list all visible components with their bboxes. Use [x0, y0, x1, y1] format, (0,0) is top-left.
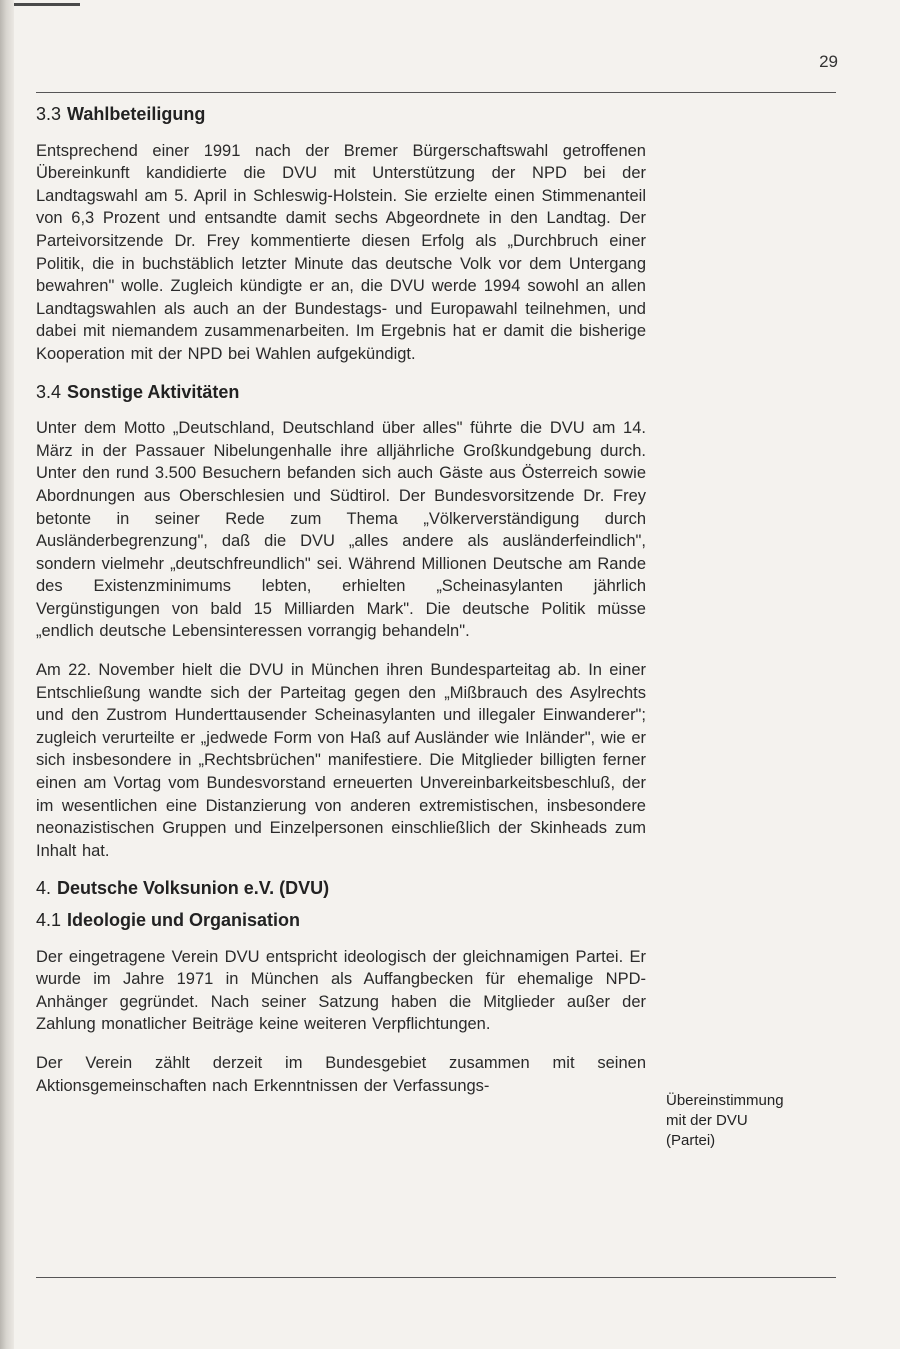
- section-heading-4: [36, 878, 646, 900]
- section-number: 4.1: [36, 910, 62, 930]
- section-number: 4.: [36, 878, 52, 899]
- section-title: Sonstige Aktivitäten: [67, 381, 240, 402]
- corner-mark: [14, 3, 80, 6]
- paragraph: Am 22. November hielt die DVU in München ihren Bundesparteitag ab. In einer Entschließung wandte sich der Parteitag gegen den „Mißbrauch des Asylrechts und den Zustrom Hunderttausender Scheinasylanten und illegaler Einwanderer"; zugleich verurteilte er „jedwede Form von Haß auf Ausländer wie Inländer", wie er sich insbesondere in „Rechtsbrüchen" manifestiere. Die Mitglieder billigten ferner einen am Vortag vom Bundesvorstand erneuerten Unvereinbarkeitsbeschluß, der im wesentlichen eine Distanzierung von anderen extremistischen, insbesondere neonazistischen Gruppen und Einzelpersonen einschließlich der Skinheads zum Inhalt hat.: [36, 661, 646, 860]
- paragraph: Unter dem Motto „Deutschland, Deutschland über alles" führte die DVU am 14. März in der Passauer Nibelungenhalle ihre alljährliche Großkundgebung durch. Unter den rund 3.500 Besuchern befanden sich auch Gäste aus Österreich sowie Abordnungen aus Oberschlesien und Südtirol. Der Bundesvorsitzende Dr. Frey betonte in seiner Rede zum Thema „Völkerverständigung durch Ausländerbegrenzung", daß die DVU „alles andere als ausländerfeindlich", sondern vielmehr „deutschfreundlich" sei. Während Millionen Deutsche am Rande des Existenzminimums lebten, erhielten „Scheinasylanten jährlich Vergünstigungen von bald 15 Milliarden Mark". Die deutsche Politik müsse „endlich deutsche Lebensinteressen vorrangig behandeln".: [36, 419, 646, 641]
- paragraph: Entsprechend einer 1991 nach der Bremer Bürgerschaftswahl getroffenen Übereinkunft kandidierte die DVU mit Unterstützung der NPD bei der Landtagswahl am 5. April in Schleswig-Holstein. Sie erzielte einen Stimmenanteil von 6,3 Prozent und entsandte damit sechs Abgeordnete in den Landtag. Der Parteivorsitzende Dr. Frey kommentierte diesen Erfolg als „Durchbruch einer Politik, die in buchstäblich letzter Minute das deutsche Volk vor dem Untergang bewahren" wolle. Zugleich kündigte er an, die DVU werde 1994 sowohl an allen Landtagswahlen als auch an der Bundestags- und Europawahl teilnehmen, und dabei mit niemandem zusammenarbeiten. Im Ergebnis hat er damit die bisherige Kooperation mit der NPD bei Wahlen aufgekündigt.: [36, 141, 646, 363]
- margin-note: [666, 1091, 836, 1151]
- book-spine-shadow: [0, 0, 14, 1349]
- section-heading-3-4: [36, 382, 646, 404]
- page-body: [36, 104, 646, 1113]
- section-heading-3-3: [36, 104, 646, 126]
- header-rule: [36, 92, 836, 93]
- section-number: 3.3: [36, 104, 62, 124]
- page-number: 29: [819, 52, 838, 71]
- section-number: 3.4: [36, 381, 62, 402]
- margin-note-line: Übereinstimmung: [666, 1092, 784, 1109]
- paragraph: Der eingetragene Verein DVU entspricht ideologisch der gleichnamigen Partei. Er wurde im Jahre 1971 in München als Auffangbecken für ehemalige NPD-Anhänger gegründet. Nach seiner Satzung haben die Mitglieder außer der Zahlung monatlicher Beiträge keine weiteren Verpflichtungen.: [36, 947, 646, 1034]
- footer-rule: [36, 1277, 836, 1278]
- section-title: Ideologie und Organisation: [67, 910, 301, 930]
- margin-note-line: (Partei): [666, 1132, 716, 1149]
- section-heading-4-1: [36, 910, 646, 932]
- section-title: Deutsche Volksunion e.V. (DVU): [57, 878, 330, 899]
- paragraph: Der Verein zählt derzeit im Bundesgebiet zusammen mit seinen Aktionsgemeinschaften nach Erkenntnissen der Verfassungs-: [36, 1053, 646, 1095]
- section-title: Wahlbeteiligung: [67, 104, 206, 124]
- margin-note-line: mit der DVU: [666, 1112, 748, 1129]
